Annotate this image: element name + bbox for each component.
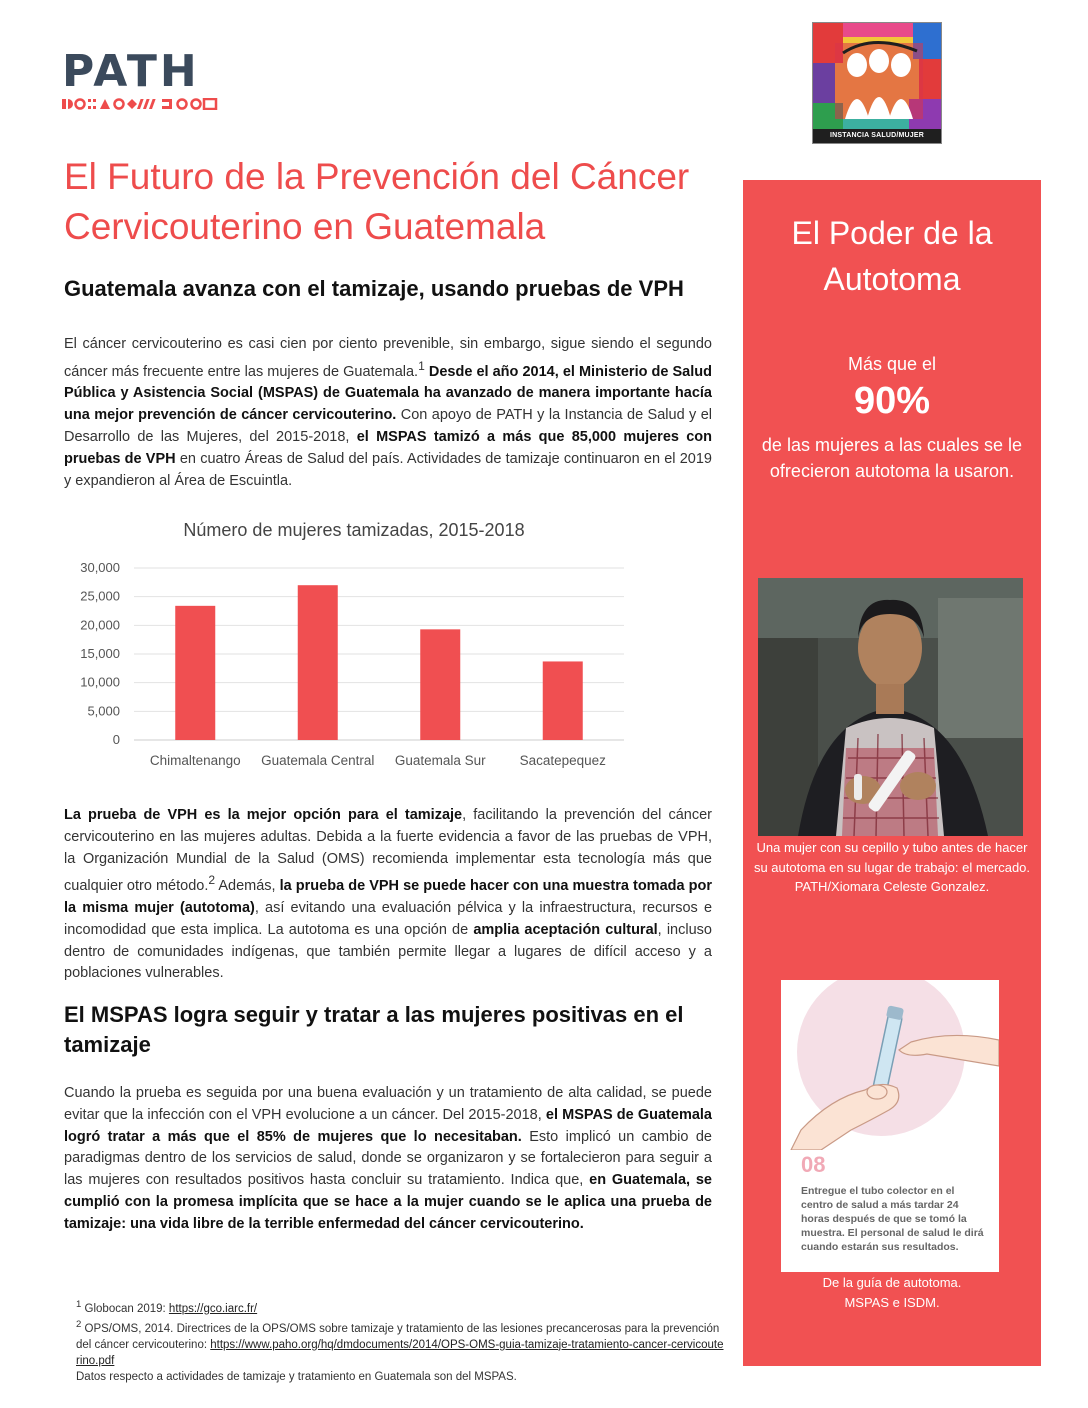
- y-tick-label: 20,000: [80, 617, 120, 633]
- bar-guatemala-sur: [420, 629, 460, 740]
- x-tick-label: Chimaltenango: [149, 753, 241, 768]
- bar-chimaltenango: [175, 606, 215, 740]
- x-tick-label: Sacatepequez: [519, 753, 606, 768]
- text-run: El cáncer cervicouterino es casi cien por ciento prevenible, sin embargo, sigue siendo el segundo cáncer más frecuente entre las mujeres de Guatemala.: [64, 336, 712, 380]
- text-run: en cuatro Áreas de Salud del país. Actividades de tamizaje continuaron en el 2019 y expandieron al Área de Escuintla.: [64, 450, 712, 489]
- footnote-2-number: 2: [76, 1318, 82, 1330]
- footnote-1-text: Globocan 2019:: [81, 1302, 169, 1315]
- bar-sacatepequez: [543, 661, 583, 740]
- y-tick-label: 30,000: [80, 560, 120, 575]
- stat-value: 90%: [853, 380, 931, 422]
- text-run: Esto implicó un cambio de paradigmas dentro de los servicios de salud, donde se organizaron y se fortalecieron para seguir a las mujeres con resultados positivos hasta concluir su tratamiento. Indica que,: [64, 1128, 713, 1189]
- sidebar-title: [743, 210, 1041, 302]
- bold-text: el MSPAS de Guatemala logró tratar a más que el 85% de mujeres que lo necesitaban.: [64, 1106, 712, 1145]
- footnotes: [76, 1297, 724, 1385]
- y-tick-label: 0: [112, 732, 120, 747]
- screening-bar-chart: [64, 516, 644, 786]
- guide-caption-authors: MSPAS e ISDM.: [844, 1295, 940, 1310]
- bold-text: en Guatemala, se cumplió con la promesa implícita que se hace a la mujer cuando se le aplica una prueba de tamizaje: una vida libre de la terrible enfermedad del cáncer cervicouterino.: [64, 1172, 712, 1232]
- chart-title: Número de mujeres tamizadas, 2015-2018: [183, 520, 525, 540]
- sidebar-autotoma: [743, 180, 1041, 1366]
- text-run: , así evitando una evaluación pélvica y la infraestructura, recursos e incomodidad que esta implica. La autotoma es una opción de: [64, 900, 713, 938]
- bold-text: Desde el año 2014, el Ministerio de Salud Pública y Asistencia Social (MSPAS) de Guatemala ha avanzado de manera importante hacía una mejor prevención de cáncer cervicouterino.: [64, 363, 712, 424]
- autotoma-guide-excerpt: [781, 980, 999, 1272]
- hand-holding-tube-icon: [781, 980, 999, 1150]
- footnote-reference: 2: [208, 873, 216, 888]
- guide-step-text: Entregue el tubo colector en el centro de salud a más tardar 24 horas después de que se tomó la muestra. El personal de salud le dirá cuando estarán sus resultados.: [801, 1185, 984, 1253]
- text-run: Además,: [215, 878, 280, 895]
- woman-with-test-kit-photo: [758, 578, 1023, 836]
- footnote-data-source: Datos respecto a actividades de tamizaje y tratamiento en Guatemala son del MSPAS.: [76, 1370, 517, 1383]
- footnote-1-link[interactable]: https://gco.iarc.fr/: [168, 1302, 258, 1315]
- bar-guatemala-central: [298, 585, 338, 740]
- text-run: , facilitando la prevención del cáncer cervicouterino en las mujeres adultas. Debida a la fuerte evidencia a favor de las pruebas de VPH, la Organización Mundial de la Salud (OMS) recomienda implementar esta tecnología más que cualquier otro método.: [64, 807, 712, 895]
- y-tick-label: 15,000: [80, 646, 120, 661]
- bold-text: la prueba de VPH se puede hacer con una muestra tomada por la misma mujer (autotoma): [64, 878, 712, 917]
- logo-wordmark: PATH: [62, 46, 200, 97]
- instancia-salud-mujer-badge: [812, 22, 942, 144]
- guide-caption: [753, 1273, 1031, 1313]
- photo-illustration-icon: [758, 578, 1023, 836]
- intro-paragraph: [64, 334, 712, 492]
- photo-caption-description: Una mujer con su cepillo y tubo antes de hacer su autotoma en su lugar de trabajo: el mercado.: [753, 840, 1031, 875]
- x-tick-label: Guatemala Sur: [394, 753, 486, 768]
- footnote-2-link[interactable]: https://www.paho.org/hq/dmdocuments/2014/OPS-OMS-guia-tamizaje-tratamiento-cancer-cervicouterino.pdf: [76, 1338, 724, 1367]
- footnote-1: [76, 1297, 724, 1317]
- page-title: El Futuro de la Prevención del Cáncer Cervicouterino en Guatemala: [64, 156, 690, 247]
- text-run: , incluso dentro de comunidades indígenas, que también permite llegar a lugares de difícil acceso y a poblaciones vulnerables.: [64, 921, 712, 982]
- footnote-reference: 1: [418, 358, 425, 373]
- x-tick-label: Guatemala Central: [261, 753, 375, 768]
- bold-text: el MSPAS tamizó a más que 85,000 mujeres con pruebas de VPH: [64, 429, 712, 467]
- section-heading-tamizaje: Guatemala avanza con el tamizaje, usando pruebas de VPH: [64, 276, 684, 301]
- section-heading-seguimiento: El MSPAS logra seguir y tratar a las mujeres positivas en el tamizaje: [64, 1002, 684, 1057]
- y-tick-label: 10,000: [80, 674, 120, 690]
- vph-test-paragraph: [64, 805, 712, 985]
- sidebar-title-line1: El Poder de la: [791, 215, 993, 251]
- bold-text: amplia aceptación cultural: [473, 921, 658, 938]
- badge-label: INSTANCIA SALUD/MUJER: [813, 129, 941, 143]
- bold-text: La prueba de VPH es la mejor opción para el tamizaje: [64, 807, 463, 823]
- guide-caption-source: De la guía de autotoma.: [822, 1275, 962, 1290]
- text-run: Cuando la prueba es seguida por una buena evaluación y un tratamiento de alta calidad, se puede evitar que la infección con el VPH evolucione a un cáncer. Del 2015-2018,: [64, 1085, 712, 1123]
- y-tick-label: 5,000: [87, 703, 120, 719]
- sidebar-title-line2: Autotoma: [823, 261, 961, 297]
- path-logo: [62, 46, 222, 115]
- footnote-1-number: 1: [76, 1299, 82, 1310]
- stat-prefix: Más que el: [847, 354, 937, 374]
- y-tick-label: 25,000: [80, 588, 120, 604]
- badge-artwork-icon: [813, 23, 942, 144]
- photo-caption-credit: PATH/Xiomara Celeste Gonzalez.: [794, 879, 990, 894]
- footnote-2-text: OPS/OMS, 2014. Directrices de la OPS/OMS sobre tamizaje y tratamiento de las lesiones precancerosas para la prevención del cáncer cervicouterino:: [76, 1322, 720, 1351]
- footnote-2: [76, 1317, 724, 1369]
- logo-pattern-icon: [62, 98, 222, 110]
- stat-description: de las mujeres a las cuales se le ofrecieron autotoma la usaron.: [761, 435, 1023, 481]
- photo-caption: [753, 838, 1031, 897]
- chart-plot: [64, 530, 644, 790]
- text-run: Con apoyo de PATH y la Instancia de Salud y el Desarrollo de las Mujeres, del 2015-2018,: [64, 407, 712, 446]
- guide-step-number: 08: [801, 1152, 826, 1177]
- treatment-paragraph: [64, 1083, 712, 1236]
